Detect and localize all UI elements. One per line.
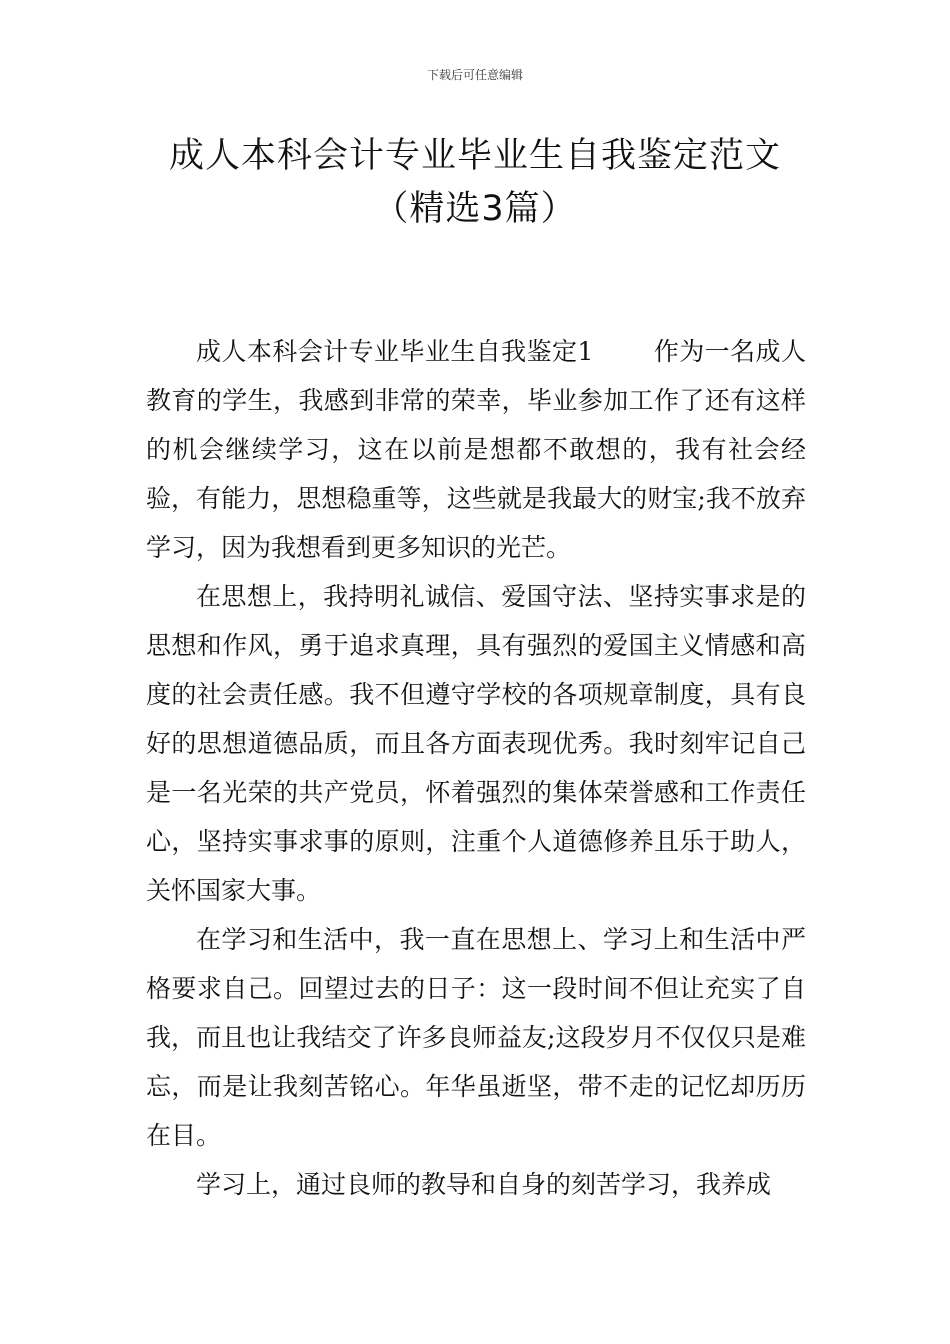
header-note: 下载后可任意编辑 [426, 68, 523, 82]
paragraph-4: 学习上，通过良师的教导和自身的刻苦学习，我养成 [196, 1170, 772, 1199]
document-title-line-2: （精选3篇） [373, 189, 577, 229]
section-heading: 成人本科会计专业毕业生自我鉴定1 [196, 337, 594, 366]
document-title-line-1: 成人本科会计专业毕业生自我鉴定范文 [168, 136, 781, 176]
paragraph-1 [146, 327, 806, 572]
paragraph-2: 在思想上，我持明礼诚信、爱国守法、坚持实事求是的思想和作风，勇于追求真理，具有强烈的爱国主义情感和高度的社会责任感。我不但遵守学校的各项规章制度，具有良好的思想道德品质，而且各方面表现优秀。我时刻牢记自己是一名光荣的共产党员，怀着强烈的集体荣誉感和工作责任心，坚持实事求事的原则，注重个人道德修养且乐于助人，关怀国家大事。 [146, 582, 806, 905]
paragraph-3: 在学习和生活中，我一直在思想上、学习上和生活中严格要求自己。回望过去的日子：这一段时间不但让充实了自我，而且也让我结交了许多良师益友;这段岁月不仅仅只是难忘，而是让我刻苦铭心。年华虽逝坚，带不走的记忆却历历在目。 [146, 925, 806, 1150]
document-body [146, 327, 806, 1209]
paragraph-text: 作为一名成人教育的学生，我感到非常的荣幸，毕业参加工作了还有这样的机会继续学习，这在以前是想都不敢想的，我有社会经验，有能力，思想稳重等，这些就是我最大的财宝;我不放弃学习，因为我想看到更多知识的光芒。 [146, 337, 806, 562]
